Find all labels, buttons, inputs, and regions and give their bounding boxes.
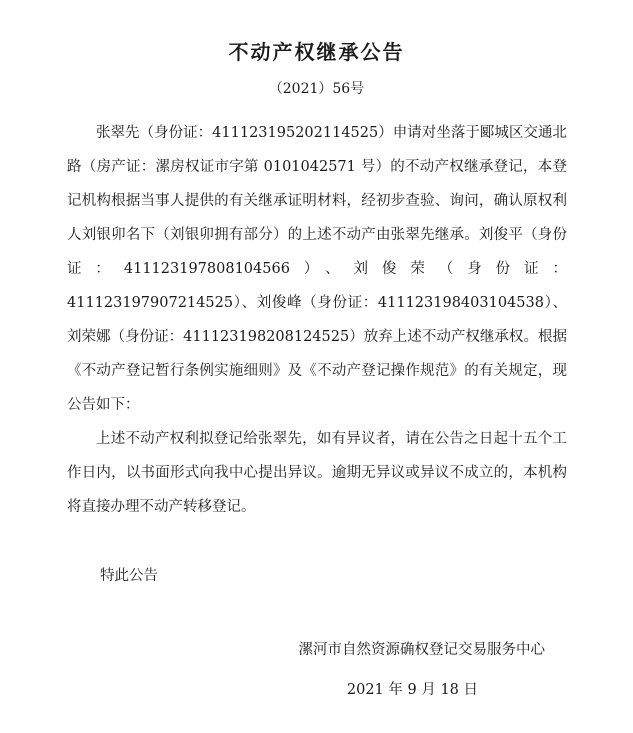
paragraph-objection: 上述不动产权利拟登记给张翠先，如有异议者，请在公告之日起十五个工作日内，以书面形式向我中心提出异议。逾期无异议或异议不成立的，本机构将直接办理不动产转移登记。 (67, 431, 567, 515)
issuing-organization: 漯河市自然资源确权登记交易服务中心 (298, 642, 545, 658)
notice-title: 不动产权继承公告 (228, 40, 405, 64)
notice-body (67, 116, 567, 524)
closing-statement: 特此公告 (100, 568, 158, 584)
paragraph-applicant: 张翠先（身份证：411123195202114525）申请对坐落于郾城区交通北路（房产证：漯房权证市字第 0101042571 号）的不动产权继承登记，本登记机构根据当事人提供的有关继承证明材料，经初步查验、询问，确认原权利人刘银卯名下（刘银卯拥有部分）的上述不动产由张翠先继承。刘俊平（身份证：411123197808104566）、刘俊荣（身份证：411123197907214525）、刘俊峰（身份证：411123198403104538）、刘荣娜（身份证：411123198208124525）放弃上述不动产权继承权。根据《不动产登记暂行条例实施细则》及《不动产登记操作规范》的有关规定，现公告如下： (67, 125, 567, 413)
issue-date: 2021 年 9 月 18 日 (346, 682, 478, 698)
document-number: （2021）56号 (268, 81, 365, 97)
